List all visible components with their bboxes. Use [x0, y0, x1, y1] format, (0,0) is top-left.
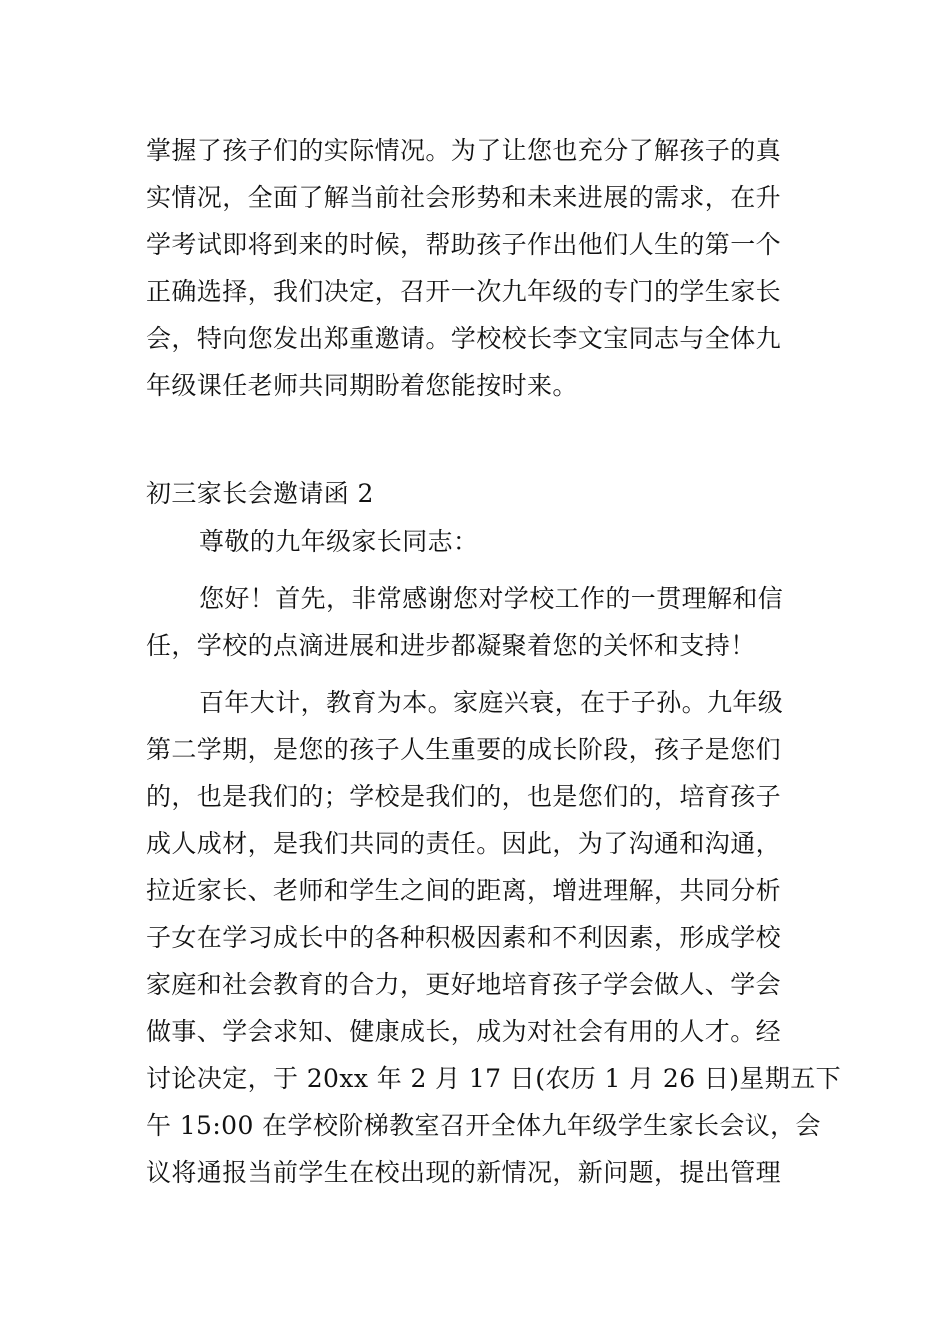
text-line: 您好！首先，非常感谢您对学校工作的一贯理解和信 [199, 584, 784, 613]
salutation: 尊敬的九年级家长同志： [199, 527, 479, 556]
text-line: 学考试即将到来的时候，帮助孩子作出他们人生的第一个 [146, 230, 782, 259]
text-line: 的，也是我们的；学校是我们的，也是您们的，培育孩子 [146, 782, 782, 811]
section-heading: 初三家长会邀请函 2 [146, 479, 374, 508]
text-line: 讨论决定，于 20xx 年 2 月 17 日(农历 1 月 26 日)星期五下 [146, 1064, 842, 1093]
text-line: 第二学期，是您的孩子人生重要的成长阶段，孩子是您们 [146, 735, 782, 764]
text-line: 做事、学会求知、健康成长，成为对社会有用的人才。经 [146, 1017, 782, 1046]
text-line: 家庭和社会教育的合力，更好地培育孩子学会做人、学会 [146, 970, 782, 999]
text-line: 任，学校的点滴进展和进步都凝聚着您的关怀和支持！ [146, 631, 756, 660]
text-line: 午 15:00 在学校阶梯教室召开全体九年级学生家长会议，会 [146, 1111, 821, 1140]
text-line: 成人成材，是我们共同的责任。因此，为了沟通和沟通， [146, 829, 782, 858]
text-line: 掌握了孩子们的实际情况。为了让您也充分了解孩子的真 [146, 136, 782, 165]
text-line: 百年大计，教育为本。家庭兴衰，在于子孙。九年级 [199, 688, 784, 717]
text-line: 子女在学习成长中的各种积极因素和不利因素，形成学校 [146, 923, 782, 952]
text-line: 拉近家长、老师和学生之间的距离，增进理解，共同分析 [146, 876, 782, 905]
text-line: 实情况，全面了解当前社会形势和未来进展的需求，在升 [146, 183, 782, 212]
text-line: 议将通报当前学生在校出现的新情况，新问题，提出管理 [146, 1158, 782, 1187]
text-line: 会，特向您发出郑重邀请。学校校长李文宝同志与全体九 [146, 324, 782, 353]
text-line: 年级课任老师共同期盼着您能按时来。 [146, 371, 578, 400]
text-line: 正确选择，我们决定，召开一次九年级的专门的学生家长 [146, 277, 782, 306]
